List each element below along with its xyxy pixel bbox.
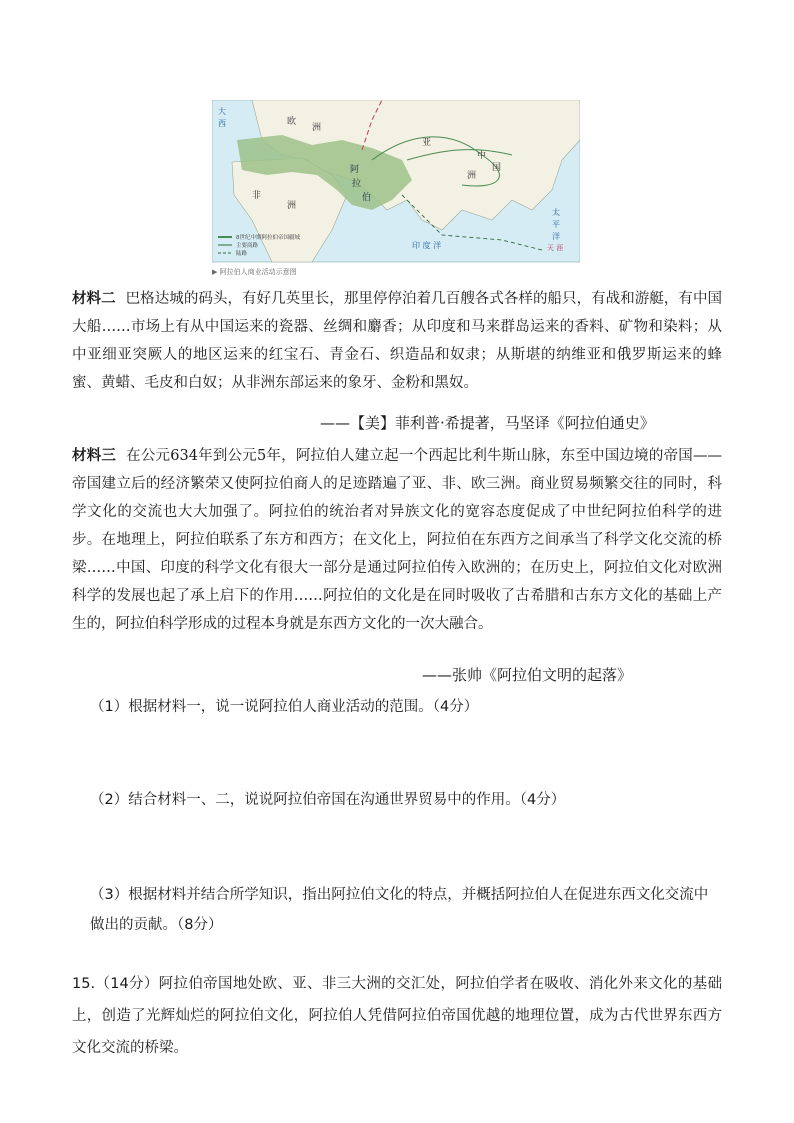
question-3: （3）根据材料并结合所学知识，指出阿拉伯文化的特点，并概括阿拉伯人在促进东西文化交流中做出的贡献。（8分）: [90, 887, 709, 933]
map-label: 阿: [350, 165, 360, 175]
map-label: 洲: [312, 123, 322, 133]
map-label: 欧: [287, 117, 297, 127]
map-label: 中: [477, 151, 487, 161]
material-three-source: ——张帅《阿拉伯文明的起落》: [422, 666, 633, 684]
map-graphic: [212, 100, 580, 280]
map-label: 洋: [552, 232, 560, 241]
arab-trade-map: [212, 100, 580, 280]
map-label: 洲: [467, 171, 477, 181]
map-label: 洲: [287, 201, 297, 211]
legend-item: 8世纪中期阿拉伯帝国疆域: [236, 235, 301, 241]
map-label: 非: [252, 191, 262, 201]
material-three: [72, 442, 722, 638]
map-label: 亚: [422, 138, 432, 148]
material-two-text: 巴格达城的码头，有好几英里长，那里停停泊着几百艘各式各样的船只，有战和游艇，有中国大船……市场上有从中国运来的瓷器、丝绸和麝香；从印度和马来群岛运来的香料、矿物和染料；从中亚细亚突厥人的地区运来的红宝石、青金石、织造品和奴隶；从斯堪的纳维亚和俄罗斯运来的蜂蜜、黄蜡、毛皮和白奴；从非洲东部运来的象牙、金粉和黑奴。: [72, 291, 722, 391]
map-label: 平: [552, 220, 560, 229]
question-2: （2）结合材料一、二，说说阿拉伯帝国在沟通世界贸易中的作用。（4分）: [90, 792, 566, 808]
question-15: 15.（14分）阿拉伯帝国地处欧、亚、非三大洲的交汇处，阿拉伯学者在吸收、消化外来文化的基础上，创造了光辉灿烂的阿拉伯文化，阿拉伯人凭借阿拉伯帝国优越的地理位置，成为古代世界东西方文化交流的桥梁。: [72, 976, 722, 1056]
map-caption: ▶ 阿拉伯人商业活动示意图: [212, 268, 297, 276]
material-two: [72, 285, 722, 397]
map-label: 拉: [352, 179, 362, 189]
legend-item: 陆路: [236, 251, 248, 257]
material-three-text: 在公元634年到公元5年，阿拉伯人建立起一个西起比利牛斯山脉，东至中国边境的帝国——帝国建立后的经济繁荣又使阿拉伯商人的足迹踏遍了亚、非、欧三洲。商业贸易频繁交往的同时，科学文化的交流也大大加强了。阿拉伯的统治者对异族文化的宽容态度促成了中世纪阿拉伯科学的进步。在地理上，阿拉伯联系了东方和西方；在文化上，阿拉伯在东西方之间承当了科学文化交流的桥梁……中国、印度的科学文化有很大一部分是通过阿拉伯传入欧洲的；在历史上，阿拉伯文化对欧洲科学的发展也起了承上启下的作用……阿拉伯的文化是在同时吸收了古希腊和古东方文化的基础上产生的，阿拉伯科学形成的过程本身就是东西方文化的一次大融合。: [72, 448, 723, 632]
map-label: 国: [492, 163, 502, 173]
material-two-source: ——【美】菲利普·希提著，马坚译《阿拉伯通史》: [320, 414, 655, 432]
map-label: 太: [552, 208, 560, 217]
map-label: 天 涯: [547, 244, 564, 252]
legend-item: 主要商路: [236, 243, 259, 249]
material-two-label: 材料二: [72, 291, 116, 307]
map-label: 西: [218, 119, 226, 128]
map-label: 大: [218, 107, 226, 116]
question-1: （1）根据材料一，说一说阿拉伯人商业活动的范围。（4分）: [90, 699, 479, 715]
map-label: 伯: [362, 193, 372, 203]
map-label: 印 度 洋: [412, 241, 442, 250]
material-three-label: 材料三: [72, 448, 117, 464]
